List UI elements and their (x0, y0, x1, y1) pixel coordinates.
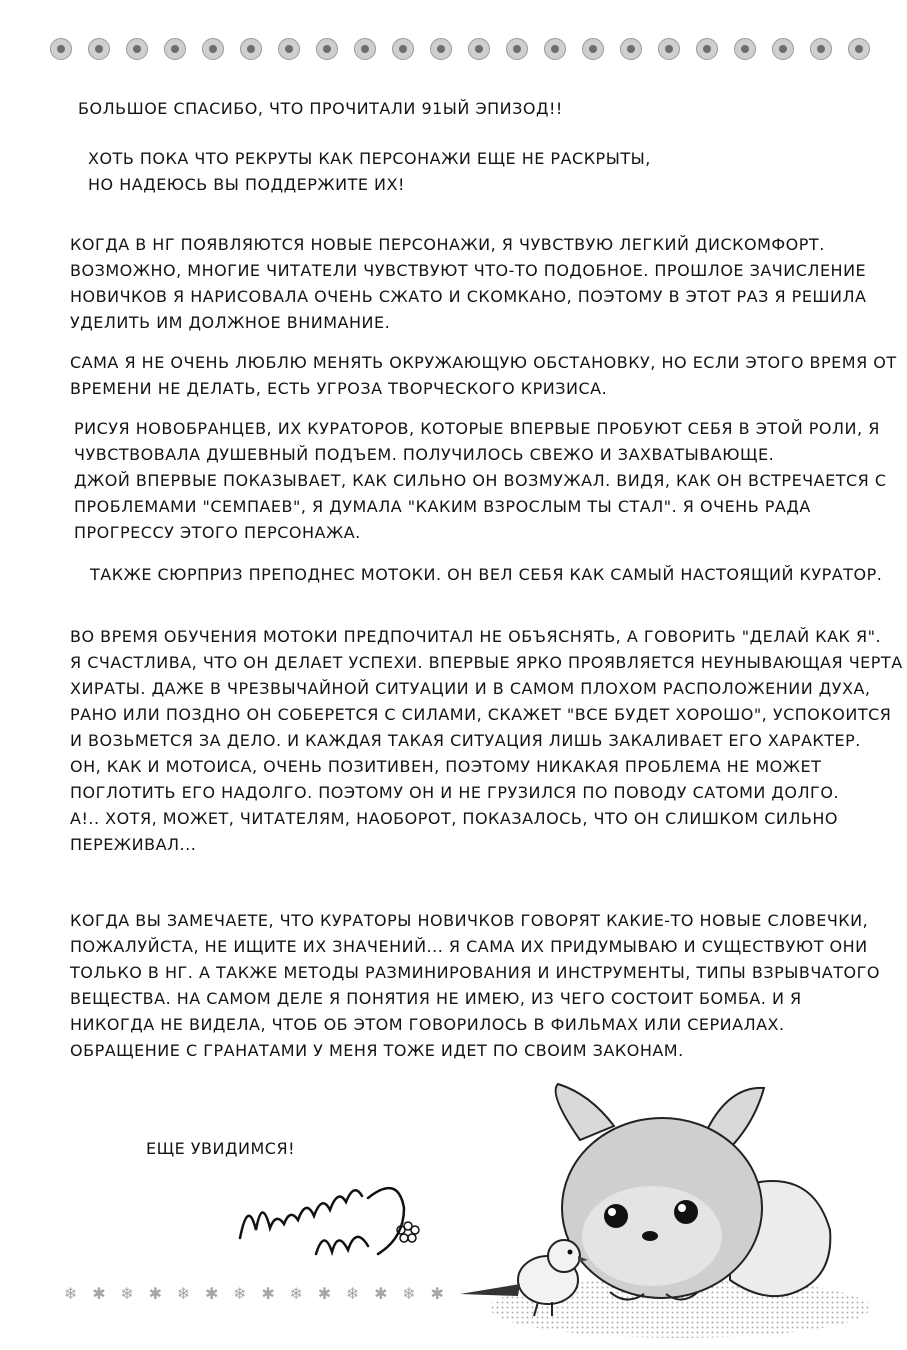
character-head-icon (734, 38, 756, 60)
character-head-icon (506, 38, 528, 60)
character-head-icon (810, 38, 832, 60)
snowflake-icon: ❄ (120, 1284, 134, 1303)
drawing-recruits-paragraph: РИСУЯ НОВОБРАНЦЕВ, ИХ КУРАТОРОВ, КОТОРЫЕ ВПЕРВЫЕ ПРОБУЮТ СЕБЯ В ЭТОЙ РОЛИ, Я ЧУВСТВОВАЛА ДУШЕВНЫЙ ПОДЪЕМ. ПОЛУЧИЛОСЬ СВЕЖО И ЗАХВАТЫВАЮЩЕ. ДЖОЙ ВПЕРВЫЕ ПОКАЗЫВАЕТ, КАК СИЛЬНО ОН ВОЗМУЖАЛ. ВИДЯ, КАК ОН ВСТРЕЧАЕТСЯ С ПРОБЛЕМАМИ "СЕМПАЕВ", Я ДУМАЛА "КАКИМ ВЗРОСЛЫМ ТЫ СТАЛ". Я ОЧЕНЬ РАДА ПРОГРЕССУ ЭТОГО ПЕРСОНАЖА. (74, 419, 887, 542)
thanks-paragraph: БОЛЬШОЕ СПАСИБО, ЧТО ПРОЧИТАЛИ 91ЫЙ ЭПИЗОД!! (78, 99, 563, 118)
character-head-icon (582, 38, 604, 60)
character-head-icon (772, 38, 794, 60)
character-head-icon (202, 38, 224, 60)
character-head-icon (430, 38, 452, 60)
character-head-icon (126, 38, 148, 60)
character-head-icon (164, 38, 186, 60)
character-head-icon (620, 38, 642, 60)
recruits-paragraph: ХОТЬ ПОКА ЧТО РЕКРУТЫ КАК ПЕРСОНАЖИ ЕЩЕ НЕ РАСКРЫТЫ, НО НАДЕЮСЬ ВЫ ПОДДЕРЖИТЕ ИХ! (88, 149, 651, 194)
snowflake-icon: ❄ (402, 1284, 416, 1303)
fox-and-bird-illustration (430, 1080, 870, 1340)
farewell-text: ЕЩЕ УВИДИМСЯ! (146, 1139, 295, 1158)
snowflake-icon: ✱ (317, 1284, 332, 1303)
author-signature (228, 1168, 438, 1268)
character-head-icon (848, 38, 870, 60)
fox-icon (556, 1084, 831, 1300)
character-head-icon (658, 38, 680, 60)
snowflake-icon: ❄ (345, 1284, 360, 1303)
character-head-icon (278, 38, 300, 60)
character-head-icon (240, 38, 262, 60)
character-head-icon (468, 38, 490, 60)
snowflake-icon: ✱ (148, 1284, 162, 1303)
snowflake-icon: ✱ (92, 1284, 106, 1303)
snowflake-icon: ❄ (176, 1284, 191, 1303)
character-head-icon (354, 38, 376, 60)
snowflake-icon: ❄ (64, 1284, 78, 1303)
snowflake-icon: ✱ (374, 1284, 388, 1303)
character-head-icon (696, 38, 718, 60)
character-head-icon (88, 38, 110, 60)
snowflake-icon: ✱ (430, 1284, 444, 1303)
snowflake-icon: ❄ (289, 1284, 303, 1303)
terminology-paragraph: КОГДА ВЫ ЗАМЕЧАЕТЕ, ЧТО КУРАТОРЫ НОВИЧКОВ ГОВОРЯТ КАКИЕ-ТО НОВЫЕ СЛОВЕЧКИ, ПОЖАЛУЙСТА, НЕ ИЩИТЕ ИХ ЗНАЧЕНИЙ... Я САМА ИХ ПРИДУМЫВАЮ И СУЩЕСТВУЮТ ОНИ ТОЛЬКО В НГ. А ТАКЖЕ МЕТОДЫ РАЗМИНИРОВАНИЯ И ИНСТРУМЕНТЫ, ТИПЫ ВЗРЫВЧАТОГО ВЕЩЕСТВА. НА САМОМ ДЕЛЕ Я ПОНЯТИЯ НЕ ИМЕЮ, ИЗ ЧЕГО СОСТОИТ БОМБА. И Я НИКОГДА НЕ ВИДЕЛА, ЧТОБ ОБ ЭТОМ ГОВОРИЛОСЬ В ФИЛЬМАХ ИЛИ СЕРИАЛАХ. ОБРАЩЕНИЕ С ГРАНАТАМИ У МЕНЯ ТОЖЕ ИДЕТ ПО СВОИМ ЗАКОНАМ. (70, 911, 880, 1060)
bottom-decorative-border (64, 1282, 444, 1306)
top-decorative-border (50, 36, 870, 62)
snowflake-icon: ✱ (204, 1284, 219, 1303)
character-head-icon (50, 38, 72, 60)
environment-paragraph: САМА Я НЕ ОЧЕНЬ ЛЮБЛЮ МЕНЯТЬ ОКРУЖАЮЩУЮ ОБСТАНОВКУ, НО ЕСЛИ ЭТОГО ВРЕМЯ ОТ ВРЕМЕНИ НЕ ДЕЛАТЬ, ЕСТЬ УГРОЗА ТВОРЧЕСКОГО КРИЗИСА. (70, 353, 897, 398)
new-characters-paragraph: КОГДА В НГ ПОЯВЛЯЮТСЯ НОВЫЕ ПЕРСОНАЖИ, Я ЧУВСТВУЮ ЛЕГКИЙ ДИСКОМФОРТ. ВОЗМОЖНО, МНОГИЕ ЧИТАТЕЛИ ЧУВСТВУЮТ ЧТО-ТО ПОДОБНОЕ. ПРОШЛОЕ ЗАЧИСЛЕНИЕ НОВИЧКОВ Я НАРИСОВАЛА ОЧЕНЬ СЖАТО И СКОМКАНО, ПОЭТОМУ В ЭТОТ РАЗ Я РЕШИЛА УДЕЛИТЬ ИМ ДОЛЖНОЕ ВНИМАНИЕ. (70, 235, 867, 332)
training-paragraph: ВО ВРЕМЯ ОБУЧЕНИЯ МОТОКИ ПРЕДПОЧИТАЛ НЕ ОБЪЯСНЯТЬ, А ГОВОРИТЬ "ДЕЛАЙ КАК Я". Я СЧАСТЛИВА, ЧТО ОН ДЕЛАЕТ УСПЕХИ. ВПЕРВЫЕ ЯРКО ПРОЯВЛЯЕТСЯ НЕУНЫВАЮЩАЯ ЧЕРТА ХИРАТЫ. ДАЖЕ В ЧРЕЗВЫЧАЙНОЙ СИТУАЦИИ И В САМОМ ПЛОХОМ РАСПОЛОЖЕНИИ ДУХА, РАНО ИЛИ ПОЗДНО ОН СОБЕРЕТСЯ С СИЛАМИ, СКАЖЕТ "ВСЕ БУДЕТ ХОРОШО", УСПОКОИТСЯ И ВОЗЬМЕТСЯ ЗА ДЕЛО. И КАЖДАЯ ТАКАЯ СИТУАЦИЯ ЛИШЬ ЗАКАЛИВАЕТ ЕГО ХАРАКТЕР. ОН, КАК И МОТОИСА, ОЧЕНЬ ПОЗИТИВЕН, ПОЭТОМУ НИКАКАЯ ПРОБЛЕМА НЕ МОЖЕТ ПОГЛОТИТЬ ЕГО НАДОЛГО. ПОЭТОМУ ОН И НЕ ГРУЗИЛСЯ ПО ПОВОДУ САТОМИ ДОЛГО. А!.. ХОТЯ, МОЖЕТ, ЧИТАТЕЛЯМ, НАОБОРОТ, ПОКАЗАЛОСЬ, ЧТО ОН СЛИШКОМ СИЛЬНО ПЕРЕЖИВАЛ... (70, 627, 903, 854)
snowflake-icon: ❄ (233, 1284, 247, 1303)
motoki-surprise-paragraph: ТАКЖЕ СЮРПРИЗ ПРЕПОДНЕС МОТОКИ. ОН ВЕЛ СЕБЯ КАК САМЫЙ НАСТОЯЩИЙ КУРАТОР. (90, 565, 883, 584)
character-head-icon (316, 38, 338, 60)
character-head-icon (392, 38, 414, 60)
snowflake-icon: ✱ (261, 1284, 275, 1303)
character-head-icon (544, 38, 566, 60)
